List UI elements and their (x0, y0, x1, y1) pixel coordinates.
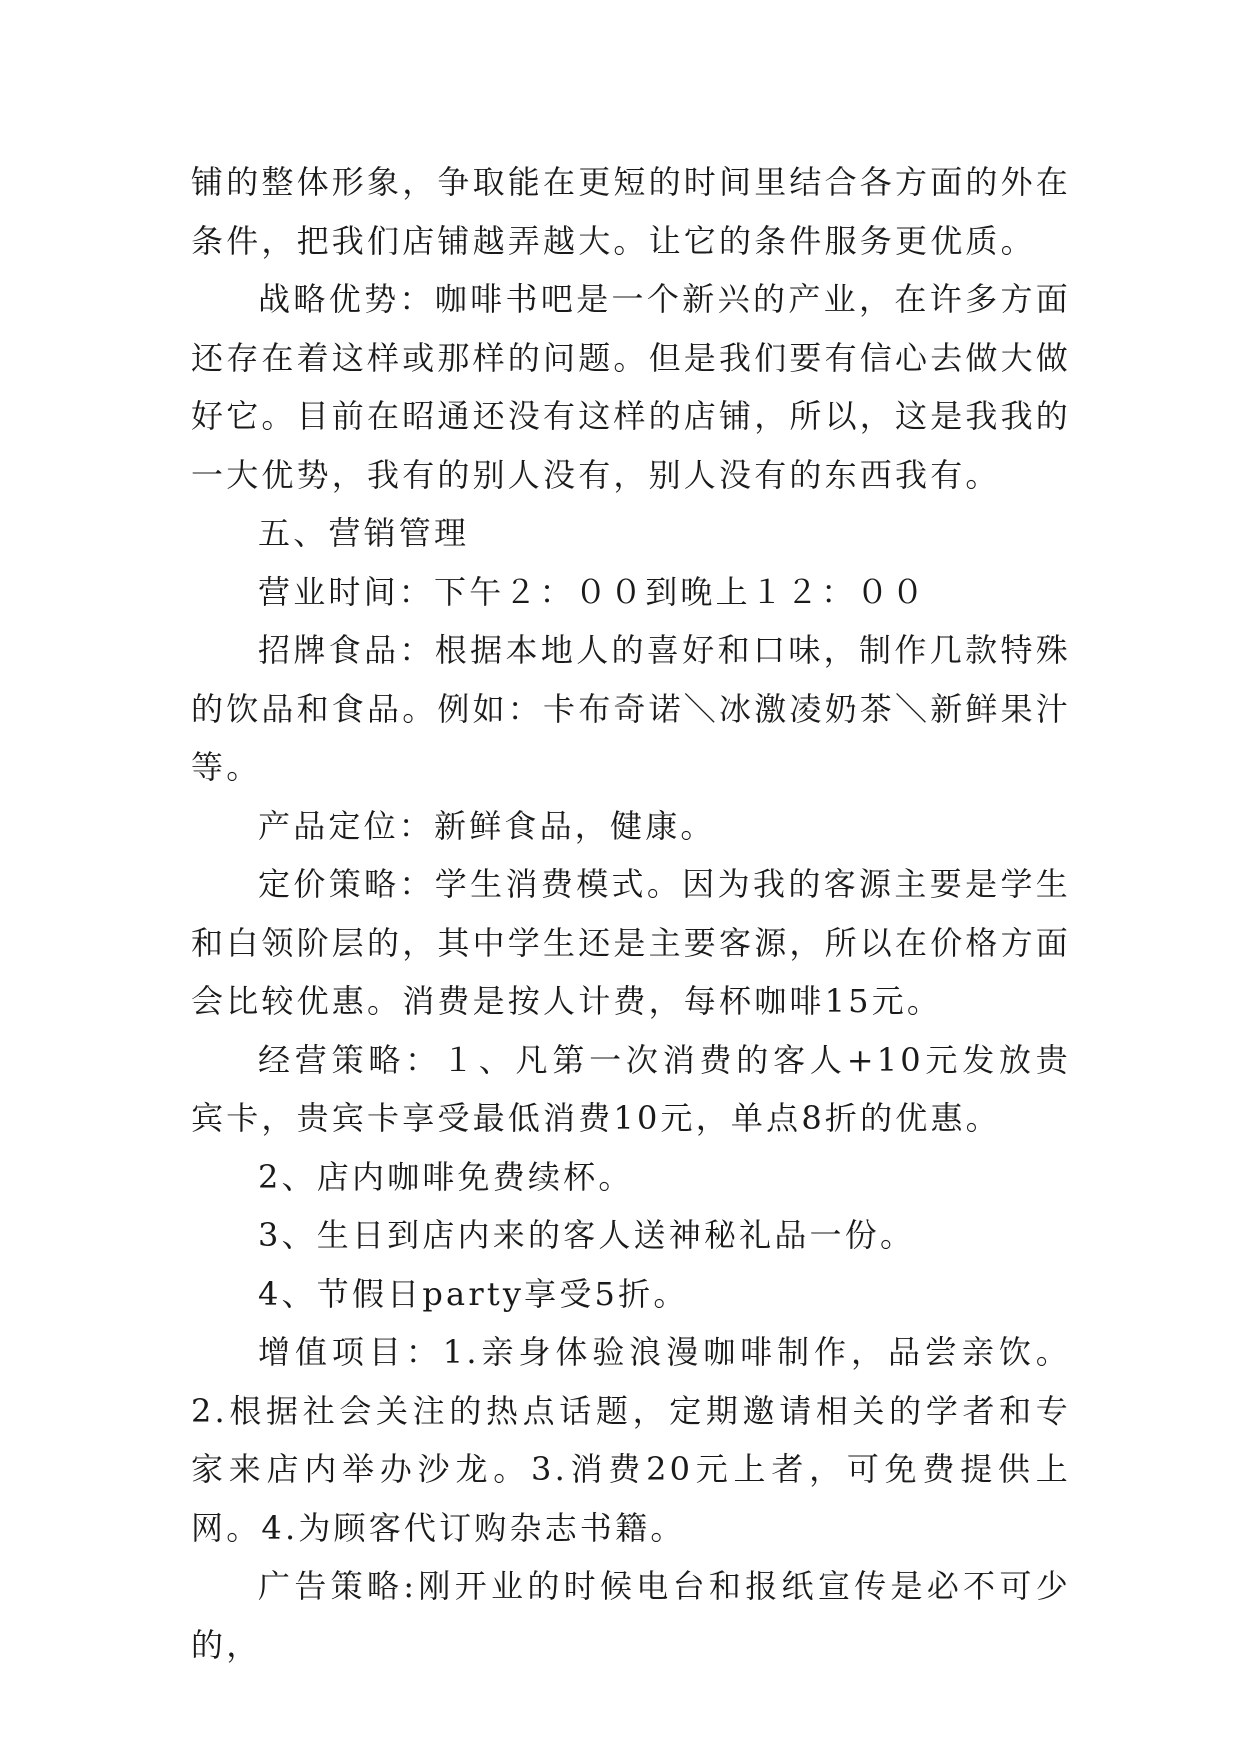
list-item-holiday-party: 4、节假日party享受5折。 (258, 1274, 689, 1313)
paragraph-signature-food: 招牌食品：根据本地人的喜好和口味，制作几款特殊的饮品和食品。例如：卡布奇诺＼冰激凌奶茶＼新鲜果汁等。 (191, 631, 1072, 786)
list-item-birthday-gift: 3、生日到店内来的客人送神秘礼品一份。 (258, 1216, 916, 1254)
paragraph-value-added: 增值项目：1.亲身体验浪漫咖啡制作，品尝亲饮。2.根据社会关注的热点话题，定期邀请相关的学者和专家来店内举办沙龙。3.消费20元上者，可免费提供上网。4.为顾客代订购杂志书籍。 (191, 1333, 1071, 1547)
paragraph-advertising-strategy: 广告策略:刚开业的时候电台和报纸宣传是必不可少的， (191, 1567, 1071, 1664)
paragraph-business-hours: 营业时间：下午２：００到晚上１２：００ (258, 572, 927, 611)
paragraph-operating-strategy: 经营策略：１、凡第一次消费的客人+10元发放贵宾卡，贵宾卡享受最低消费10元，单点8折的优惠。 (191, 1040, 1071, 1137)
document-body (191, 153, 1071, 1674)
paragraph-pricing-strategy: 定价策略：学生消费模式。因为我的客源主要是学生和白领阶层的，其中学生还是主要客源，所以在价格方面会比较优惠。消费是按人计费，每杯咖啡15元。 (191, 865, 1072, 1020)
paragraph-continuation: 铺的整体形象，争取能在更短的时间里结合各方面的外在条件，把我们店铺越弄越大。让它的条件服务更优质。 (191, 163, 1072, 260)
paragraph-strategic-advantage: 战略优势：咖啡书吧是一个新兴的产业，在许多方面还存在着这样或那样的问题。但是我们要有信心去做大做好它。目前在昭通还没有这样的店铺，所以，这是我我的一大优势，我有的别人没有，别人没有的东西我有。 (191, 280, 1072, 494)
section-heading-marketing: 五、营销管理 (258, 514, 470, 552)
list-item-free-refill: 2、店内咖啡免费续杯。 (258, 1157, 634, 1196)
paragraph-product-positioning: 产品定位：新鲜食品，健康。 (258, 806, 716, 845)
